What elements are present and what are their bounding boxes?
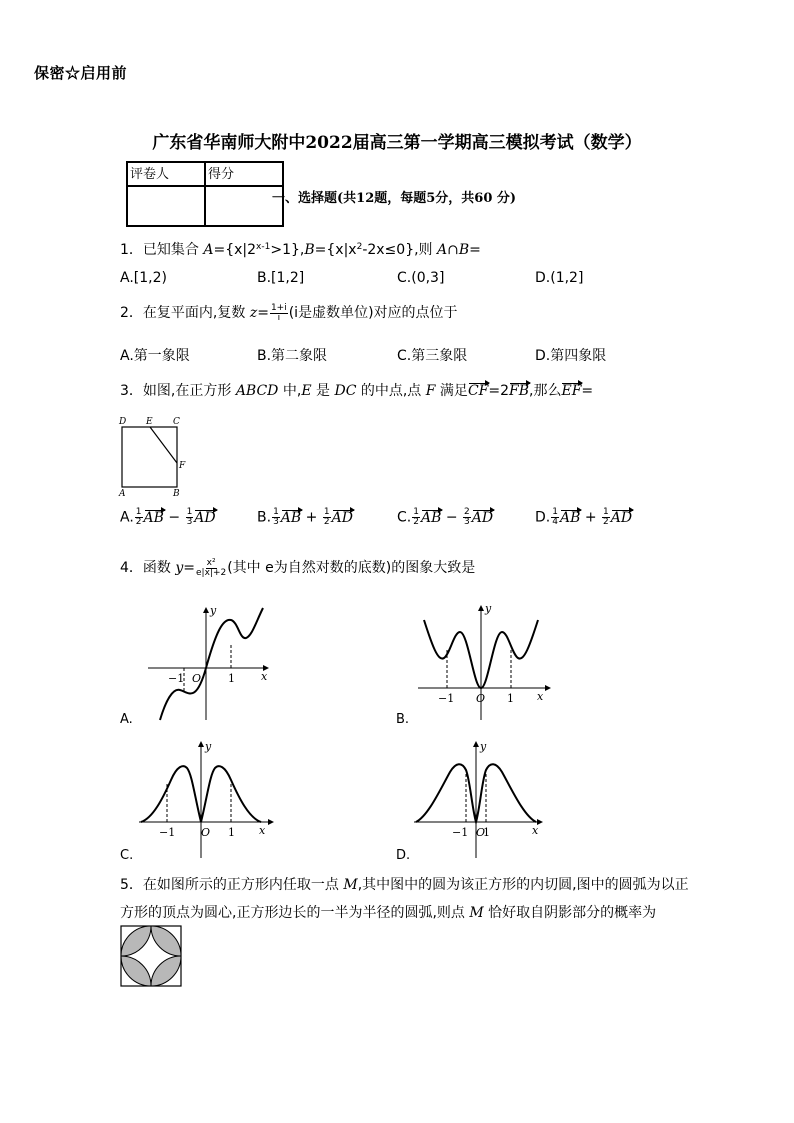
q3-a-frac2-num: 1	[186, 507, 193, 517]
q4-option-b-label[interactable]: B.	[396, 712, 410, 727]
q3-a-frac2-den: 3	[186, 517, 193, 527]
q4b-y-label: y	[485, 602, 492, 615]
q3-label-f: F	[179, 461, 186, 471]
q3-b-letter: B.	[257, 509, 272, 526]
q3-a-frac2	[186, 508, 194, 527]
q3-d-frac1	[551, 508, 559, 527]
q3-c-vec2: AD	[471, 509, 494, 526]
q4-y: y	[175, 560, 184, 576]
q3-vector-ef: EF	[561, 383, 582, 399]
q3-d-letter: D.	[535, 509, 551, 526]
q4b-neg1: −1	[438, 692, 455, 705]
question-1	[120, 239, 481, 259]
q4d-origin: O	[476, 826, 486, 839]
q4-fraction	[196, 559, 226, 578]
q4c-origin: O	[201, 826, 211, 839]
q2-option-b[interactable]: B.第二象限	[257, 348, 328, 364]
q3-c-letter: C.	[397, 509, 412, 526]
q3-c-frac1-num: 1	[413, 507, 419, 517]
q5-line1b: ,其中图中的圆为该正方形的内切圆,图中的圆弧为以正	[357, 877, 689, 893]
q4b-origin: O	[476, 692, 486, 705]
q3-text2: 中,	[278, 383, 302, 399]
q4d-x-label: x	[532, 824, 539, 837]
q4d-y-label: y	[480, 740, 487, 753]
q3-a-vec2: AD	[194, 509, 216, 526]
q4a-neg1: −1	[168, 672, 185, 685]
q1-a-exponent: x-1	[256, 242, 271, 252]
q3-b-frac2	[323, 508, 331, 527]
q1-prefix: 1．已知集合	[120, 242, 204, 258]
q4a-x-label: x	[261, 670, 268, 683]
q3-e: E	[301, 383, 312, 399]
q3-d-op: +	[584, 509, 597, 526]
q4-graph-c[interactable]	[135, 738, 280, 860]
q3-eq2: =2	[488, 383, 510, 399]
q3-b-frac1-den: 3	[273, 517, 279, 527]
q5-m: M	[343, 877, 358, 893]
section-heading: 一、选择题(共12题，每题5分，共60 分)	[272, 191, 517, 206]
q1-option-c[interactable]: C.(0,3]	[397, 270, 445, 286]
q3-b-vec2: AD	[331, 509, 353, 526]
q4-tail: (其中 e为自然对数的底数)的图象大致是	[227, 560, 476, 576]
grader-header: 评卷人	[127, 162, 205, 186]
grader-cell[interactable]	[127, 186, 205, 226]
q3-d-frac2	[602, 508, 610, 527]
q2-prefix: 2．在复平面内,复数	[120, 305, 250, 321]
q3-c-frac2	[463, 508, 471, 527]
q2-eq: =	[257, 305, 269, 321]
q2-option-a[interactable]: A.第一象限	[120, 348, 190, 364]
q3-square-figure	[112, 412, 192, 498]
q3-b-frac1-num: 1	[273, 507, 279, 517]
q3-label-e: E	[146, 417, 153, 427]
q4-graph-b[interactable]	[410, 600, 560, 725]
q3-b-frac2-den: 2	[323, 517, 330, 527]
q1-a-def: ={x|2	[213, 242, 257, 258]
q3-vector-fb: FB	[509, 383, 530, 399]
q3-d-frac2-den: 2	[603, 517, 609, 527]
q4-option-c-label[interactable]: C.	[120, 848, 134, 863]
question-5-line2	[120, 902, 656, 922]
q3-d-vec1: AB	[559, 509, 581, 526]
q4d-pos1: 1	[483, 826, 490, 839]
q4a-pos1: 1	[228, 672, 235, 685]
q1-b-tail: -2x≤0},则	[362, 242, 438, 258]
q4c-pos1: 1	[228, 826, 235, 839]
q4c-y-label: y	[205, 740, 212, 753]
q1-set-b: B	[304, 242, 315, 258]
q4b-pos1: 1	[507, 692, 514, 705]
q2-numerator: 1+i	[270, 302, 287, 313]
q3-c-frac1	[412, 508, 420, 527]
q3-b-vec1: AB	[280, 509, 302, 526]
q3-text1: 3．如图,在正方形	[120, 383, 236, 399]
q3-c-frac2-num: 2	[464, 507, 470, 517]
q1-option-d[interactable]: D.(1,2]	[535, 270, 584, 286]
q3-label-b: B	[173, 489, 180, 498]
q5-line2b: 恰好取自阴影部分的概率为	[483, 905, 657, 921]
question-4	[120, 557, 475, 578]
q1-b-exponent: 2	[356, 242, 363, 252]
q3-a-op: −	[168, 509, 181, 526]
q4-denominator: e|x|+2	[196, 567, 227, 578]
q3-a-frac1-num: 1	[135, 507, 142, 517]
q3-a-frac1-den: 2	[135, 517, 142, 527]
q4-graph-d[interactable]	[410, 738, 550, 860]
q3-d-vec2: AD	[610, 509, 633, 526]
q3-b-frac1	[272, 508, 280, 527]
q3-c-op: −	[445, 509, 458, 526]
q2-option-d[interactable]: D.第四象限	[535, 348, 607, 364]
question-5-line1	[120, 874, 689, 894]
q4-option-a-label[interactable]: A.	[120, 712, 133, 727]
exam-title: 广东省华南师大附中2022届高三第一学期高三模拟考试（数学）	[152, 133, 642, 153]
q3-label-a: A	[119, 489, 126, 498]
q3-abcd: ABCD	[235, 383, 279, 399]
q5-line1a: 5．在如图所示的正方形内任取一点	[120, 877, 344, 893]
q5-m2: M	[469, 905, 484, 921]
question-3	[120, 380, 593, 400]
q3-d-frac1-num: 1	[552, 507, 558, 517]
confidential-label: 保密☆启用前	[34, 64, 128, 82]
q3-option-b[interactable]	[257, 508, 353, 527]
q3-d-frac2-num: 1	[603, 507, 609, 517]
q3-vector-cf: CF	[467, 383, 489, 399]
q3-a-letter: A.	[120, 509, 134, 526]
q4d-neg1: −1	[452, 826, 469, 839]
q3-c-frac2-den: 3	[464, 517, 470, 527]
q3-c-vec1: AB	[420, 509, 442, 526]
q3-a-frac1	[135, 508, 143, 527]
q3-a-vec1: AB	[143, 509, 164, 526]
q4a-origin: O	[192, 672, 202, 685]
q2-tail: (i是虚数单位)对应的点位于	[288, 305, 458, 321]
q3-text6: ,那么	[529, 383, 562, 399]
q4-graph-a[interactable]	[118, 600, 278, 730]
q4a-y-label: y	[210, 604, 217, 617]
q1-eq: =	[469, 242, 481, 258]
q2-option-c[interactable]: C.第三象限	[397, 348, 468, 364]
q4-prefix: 4．函数	[120, 560, 176, 576]
q1-a-tail: >1},	[270, 242, 305, 258]
q3-b-frac2-num: 1	[323, 507, 330, 517]
q3-b-op: +	[305, 509, 318, 526]
q4b-x-label: x	[537, 690, 544, 703]
q1-set-a: A	[203, 242, 214, 258]
q3-f: F	[425, 383, 436, 399]
q2-z: z	[249, 305, 258, 321]
q3-label-c: C	[173, 417, 180, 427]
q4-option-d-label[interactable]: D.	[396, 848, 411, 863]
q5-figure	[120, 925, 182, 987]
q4c-x-label: x	[259, 824, 266, 837]
q4c-neg1: −1	[159, 826, 176, 839]
q3-d-frac1-den: 4	[552, 517, 558, 527]
q3-c-frac1-den: 2	[413, 517, 419, 527]
q3-option-c[interactable]	[397, 508, 493, 527]
q3-dc: DC	[334, 383, 357, 399]
q3-option-a[interactable]	[120, 508, 216, 527]
question-2	[120, 302, 458, 323]
q5-line2a: 方形的顶点为圆心,正方形边长的一半为半径的圆弧,则点	[120, 905, 470, 921]
q3-text4: 的中点,点	[356, 383, 426, 399]
score-table	[126, 161, 284, 227]
q1-b-def: ={x|x	[314, 242, 357, 258]
q2-fraction	[270, 304, 288, 323]
q3-text3: 是	[311, 383, 335, 399]
q1-option-a[interactable]: A.[1,2)	[120, 270, 167, 286]
q3-option-d[interactable]	[535, 508, 632, 527]
score-header: 得分	[205, 162, 283, 186]
q4-numerator: x²	[206, 557, 216, 568]
q3-text5: 满足	[435, 383, 468, 399]
q4-eq: =	[183, 560, 196, 576]
q1-option-b[interactable]: B.[1,2]	[257, 270, 305, 286]
q3-eq: =	[581, 383, 594, 399]
q1-intersection: A∩B	[437, 242, 470, 258]
q2-denominator: i	[277, 312, 281, 323]
q3-label-d: D	[119, 417, 127, 427]
